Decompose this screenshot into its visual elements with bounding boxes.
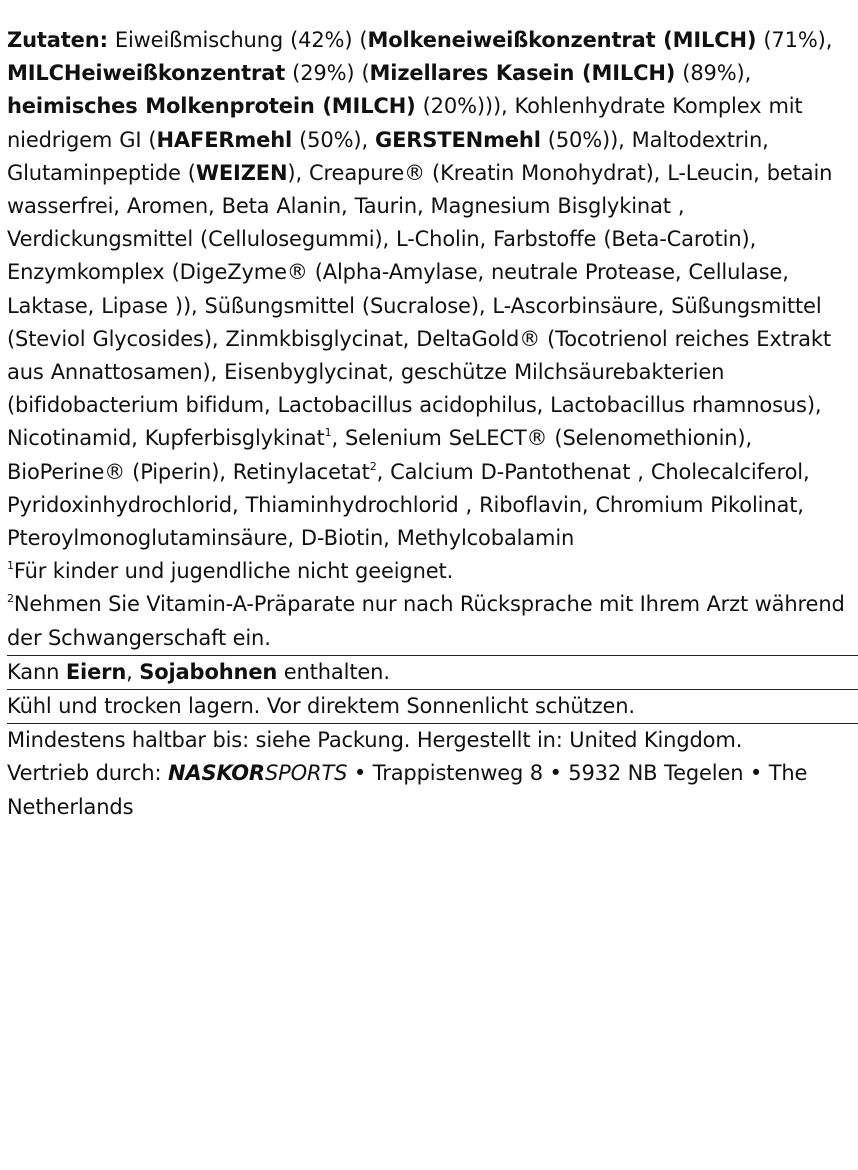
footnote-2-text: Nehmen Sie Vitamin-A-Präparate nur nach Rücksprache mit Ihrem Arzt während der Schwangerschaft ein. <box>7 592 845 650</box>
allergen-separator: , <box>126 659 140 684</box>
ingredient-segment: ), Creapure® (Kreatin Monohydrat), L-Leucin, betain wasserfrei, Aromen, Beta Alanin, Taurin, Magnesium Bisglykinat , Verdickungsmittel (Cellulosegummi), L-Cholin, Farbstoffe (Beta-Carotin), Enzymkomplex (DigeZyme® (Alpha-Amylase, neutrale Protease, Cellulase, Laktase, Lipase )), Süßungsmittel (Sucralose), L-Ascorbinsäure, Süßungsmittel (Steviol Glycosides), Zinmkbisglycinat, DeltaGold® (Tocotrienol reiches Extrakt aus Annattosamen), Eisenbyglycinat, geschütze Milchsäurebakterien (bifidobacterium bifidum, Lactobacillus acidophilus, Lactobacillus rhamnosus), Nicotinamid, Kupferbisglykinat <box>7 160 833 451</box>
footnote-marker: 2 <box>369 459 377 473</box>
ingredient-bold-segment: HAFERmehl <box>156 127 293 152</box>
ingredient-segment: (50%), <box>292 127 375 152</box>
brand-name-regular: SPORTS <box>264 761 348 786</box>
ingredients-paragraph <box>7 24 858 555</box>
distributor-address: • Trappistenweg 8 • 5932 NB Tegelen • The Netherlands <box>7 761 808 819</box>
ingredient-segment: (89%), <box>675 61 752 86</box>
ingredient-segment: (71%), <box>756 28 833 52</box>
ingredient-segment: , Calcium D-Pantothenat , Cholecalciferol, Pyridoxinhydrochlorid, Thiaminhydrochlorid , Riboflavin, Chromium Pikolinat, Pteroylmonoglutaminsäure, D-Biotin, Methylcobalamin <box>7 459 810 551</box>
ingredient-segment: , Selenium SeLECT® (Selenomethionin), BioPerine® (Piperin), Retinylacetat <box>7 426 752 484</box>
best-before-line: Mindestens haltbar bis: siehe Packung. Hergestellt in: United Kingdom. <box>7 723 858 757</box>
ingredient-bold-segment: GERSTENmehl <box>375 127 541 152</box>
allergen-warning <box>7 655 858 689</box>
allergen-eggs: Eiern <box>65 659 127 684</box>
ingredient-bold-segment: heimisches Molkenprotein (MILCH) <box>7 94 416 119</box>
storage-instructions: Kühl und trocken lagern. Vor direktem Sonnenlicht schützen. <box>7 689 858 723</box>
ingredient-segment: Eiweißmischung (42%) ( <box>107 28 368 52</box>
ingredient-segment: (29%) ( <box>285 61 370 86</box>
footnote-2-marker: 2 <box>7 592 14 606</box>
brand-name-bold: NASKOR <box>167 761 265 786</box>
distributor-line <box>7 757 858 823</box>
allergen-soy: Sojabohnen <box>139 659 278 684</box>
footnote-marker: 1 <box>324 426 332 440</box>
product-label <box>7 24 858 824</box>
footnote-1-text: Für kinder und jugendliche nicht geeignet. <box>13 559 454 584</box>
ingredient-segment: (50%)), Maltodextrin, Glutaminpeptide ( <box>7 127 769 185</box>
footnote-1 <box>7 555 858 588</box>
ingredient-bold-segment: MILCHeiweißkonzentrat <box>7 61 286 86</box>
ingredient-bold-segment: Zutaten: <box>7 28 108 52</box>
ingredient-bold-segment: Mizellares Kasein (MILCH) <box>369 61 676 86</box>
allergen-prefix: Kann <box>7 659 66 684</box>
footnote-2 <box>7 588 858 654</box>
distributor-prefix: Vertrieb durch: <box>7 761 168 786</box>
footnote-1-marker: 1 <box>7 559 14 573</box>
ingredient-segment: (20%))), Kohlenhydrate Komplex mit niedrigem GI ( <box>7 94 803 152</box>
allergen-suffix: enthalten. <box>277 659 390 684</box>
ingredient-bold-segment: Molkeneiweißkonzentrat (MILCH) <box>367 28 757 52</box>
ingredient-bold-segment: WEIZEN <box>195 160 288 185</box>
